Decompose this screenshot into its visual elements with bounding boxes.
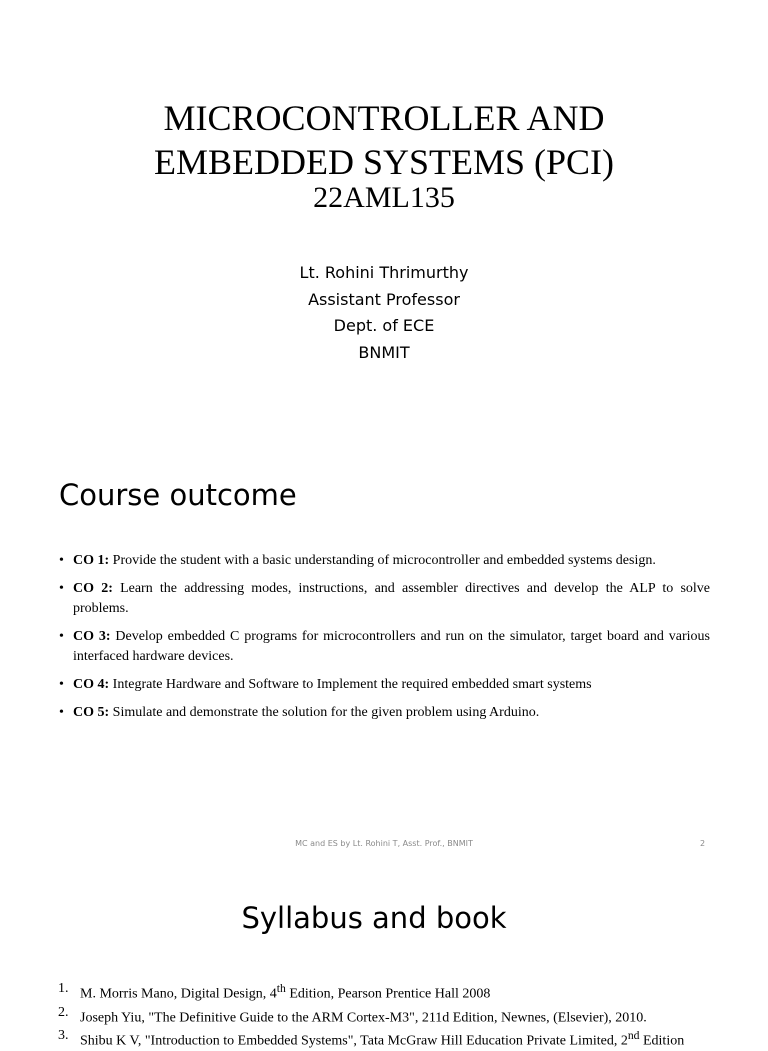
- bullet-icon: •: [59, 677, 64, 692]
- course-title-line-2: EMBEDDED SYSTEMS (PCI): [153, 142, 615, 182]
- author-block: [0, 260, 768, 366]
- author-department: Dept. of ECE: [333, 316, 435, 335]
- outcome-text: Learn the addressing modes, instructions, and assembler directives and develop the ALP to solve problems.: [73, 581, 710, 616]
- book-text: Shibu K V, "Introduction to Embedded Systems", Tata McGraw Hill Education Private Limited, 2: [80, 1033, 628, 1049]
- book-text-end: Edition, Pearson Prentice Hall 2008: [285, 986, 491, 1002]
- item-number: 1.: [58, 981, 69, 996]
- syllabus-slide: [0, 860, 768, 1049]
- author-name: Lt. Rohini Thrimurthy: [299, 263, 469, 282]
- outcome-label: CO 2:: [73, 581, 113, 596]
- course-title-line-1: MICROCONTROLLER AND: [163, 98, 605, 138]
- book-text: Joseph Yiu, "The Definitive Guide to the ARM Cortex-M3", 211d Edition, Newnes, (Elsevier), 2010.: [80, 1010, 647, 1026]
- outcome-label: CO 5:: [73, 705, 110, 720]
- course-outcome-slide: [0, 455, 768, 860]
- outcome-text: Provide the student with a basic understanding of microcontroller and embedded systems design.: [109, 553, 656, 568]
- list-item: [59, 703, 710, 723]
- outcome-label: CO 3:: [73, 629, 111, 644]
- list-item: [59, 675, 710, 695]
- bullet-icon: •: [59, 581, 64, 596]
- book-list: [58, 980, 738, 1051]
- outcome-text: Integrate Hardware and Software to Implement the required embedded smart systems: [109, 677, 592, 692]
- bullet-icon: •: [59, 553, 64, 568]
- item-number: 3.: [58, 1028, 69, 1044]
- slide-heading: Course outcome: [59, 478, 297, 512]
- author-institution: BNMIT: [358, 342, 410, 362]
- book-superscript: th: [276, 982, 286, 995]
- slide-footer: MC and ES by Lt. Rohini T, Asst. Prof., BNMIT: [295, 839, 473, 848]
- bullet-icon: •: [59, 705, 64, 720]
- list-item: [58, 1004, 738, 1028]
- list-item: [58, 1027, 738, 1051]
- course-outcome-list: [59, 551, 710, 731]
- book-text: M. Morris Mano, Digital Design, 4: [80, 986, 277, 1002]
- title-slide: [0, 0, 768, 455]
- slide-heading: Syllabus and book: [241, 901, 507, 935]
- list-item: [58, 980, 738, 1004]
- item-number: 2.: [58, 1004, 69, 1020]
- outcome-text: Simulate and demonstrate the solution for the given problem using Arduino.: [109, 705, 540, 720]
- course-title: [0, 96, 768, 184]
- course-code: 22AML135: [313, 181, 455, 214]
- list-item: [59, 551, 710, 571]
- outcome-text: Develop embedded C programs for microcontrollers and run on the simulator, target board and various interfaced hardware devices.: [73, 629, 710, 664]
- outcome-label: CO 4:: [73, 677, 110, 692]
- list-item: [59, 627, 710, 667]
- book-text-end: Edition: [639, 1033, 685, 1049]
- outcome-label: CO 1:: [73, 553, 110, 568]
- list-item: [59, 579, 710, 619]
- book-superscript: nd: [627, 1029, 640, 1043]
- author-designation: Assistant Professor: [308, 289, 460, 309]
- bullet-icon: •: [59, 629, 64, 644]
- page-number: 2: [700, 839, 706, 848]
